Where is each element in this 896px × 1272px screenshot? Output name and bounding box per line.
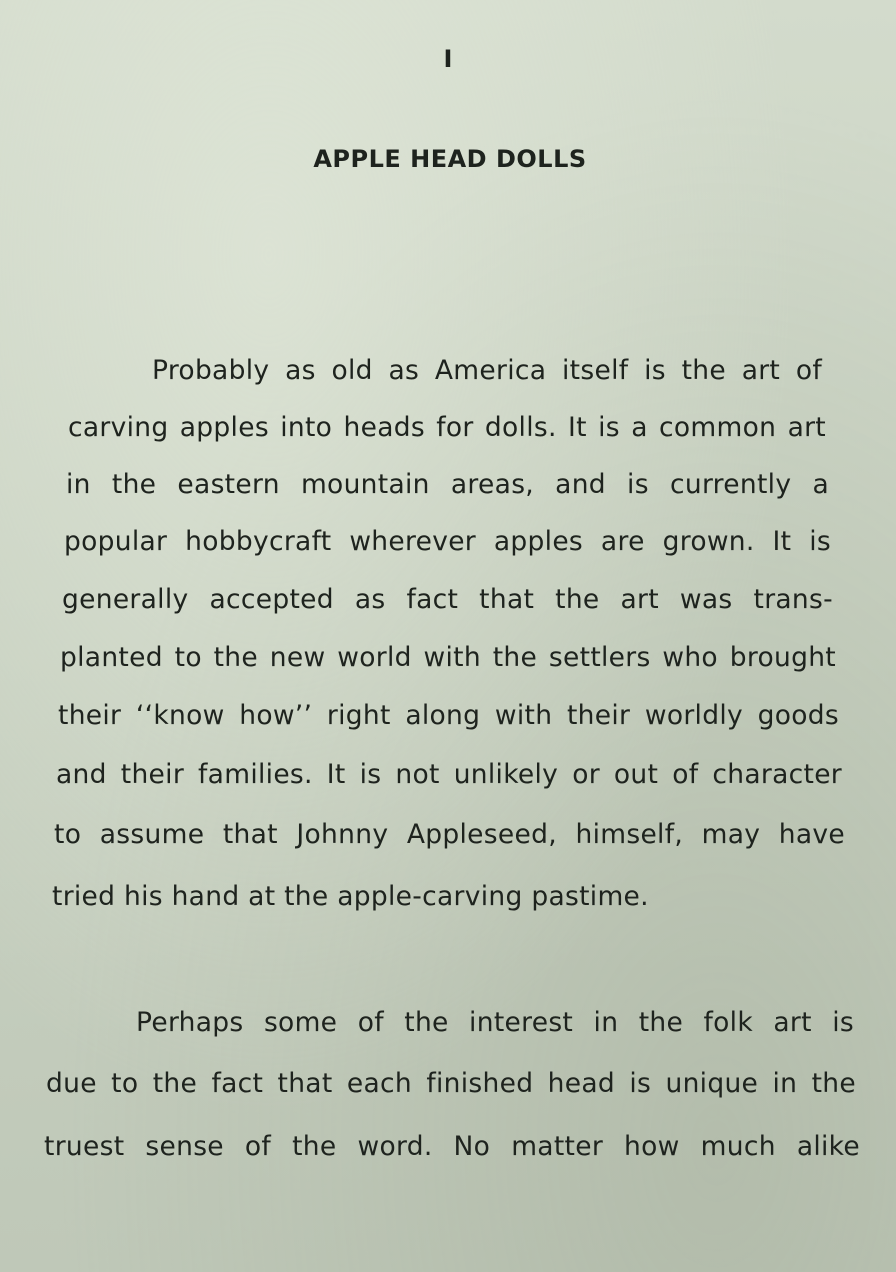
text-line: Perhaps some of the interest in the folk art is (136, 1007, 854, 1038)
text-line: Probably as old as America itself is the art of (152, 355, 822, 386)
text-line: truest sense of the word. No matter how much alike (44, 1131, 860, 1162)
text-line: planted to the new world with the settlers who brought (60, 642, 836, 673)
text-line: their ‘‘know how’’ right along with their worldly goods (58, 700, 839, 731)
text-line: to assume that Johnny Appleseed, himself, may have (54, 819, 845, 850)
text-line: in the eastern mountain areas, and is currently a (66, 469, 829, 500)
text-line: tried his hand at the apple-carving pastime. (52, 881, 649, 912)
text-line: carving apples into heads for dolls. It is a common art (68, 412, 826, 443)
text-line: generally accepted as fact that the art was trans- (62, 584, 833, 615)
text-line: and their families. It is not unlikely or out of character (56, 759, 842, 790)
text-line: popular hobbycraft wherever apples are grown. It is (64, 526, 831, 557)
page-number: I (443, 45, 453, 73)
chapter-title: APPLE HEAD DOLLS (313, 145, 587, 173)
text-line: due to the fact that each finished head is unique in the (46, 1068, 856, 1099)
